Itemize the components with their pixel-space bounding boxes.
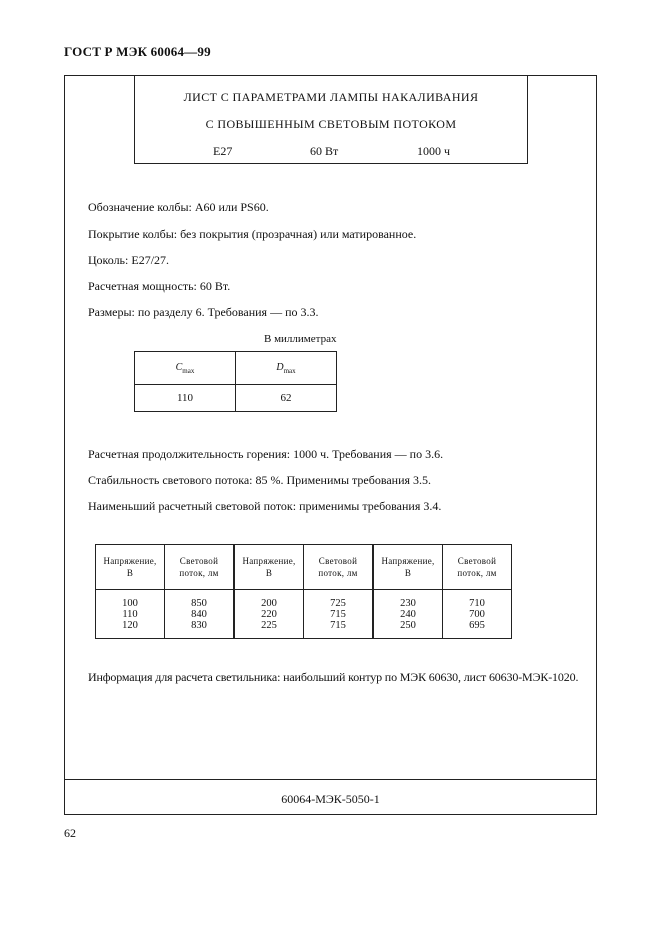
spec-cap: E27 (213, 144, 233, 158)
dim-value-c: 110 (135, 385, 236, 412)
sheet-number: 60064-МЭК-5050-1 (281, 792, 380, 806)
spec-life: 1000 ч (417, 144, 451, 158)
para-bulb: Обозначение колбы: A60 или PS60. (88, 200, 269, 214)
dim-unit-label: В миллиметрах (264, 333, 337, 345)
flux-table (95, 544, 512, 639)
flux-cell: 850 840 830 (165, 590, 235, 639)
voltage-cell: 200 220 225 (234, 590, 304, 639)
para-power: Расчетная мощность: 60 Вт. (88, 279, 231, 293)
flux-col-voltage: Напряжение, В (373, 545, 443, 590)
spec-power: 60 Вт (310, 144, 339, 158)
sheet-title-line1: ЛИСТ С ПАРАМЕТРАМИ ЛАМПЫ НАКАЛИВАНИЯ (183, 90, 479, 104)
dim-header-c: $C_{max}$ (135, 352, 236, 385)
document-header: ГОСТ Р МЭК 60064—99 (64, 44, 211, 59)
flux-col-flux: Световой поток, лм (165, 545, 235, 590)
para-life: Расчетная продолжительность горения: 1000 ч. Требования — по 3.6. (88, 447, 444, 461)
dim-value-d: 62 (236, 385, 337, 412)
flux-col-voltage: Напряжение, В (234, 545, 304, 590)
voltage-cell: 100 110 120 (96, 590, 165, 639)
sheet-title-line2: С ПОВЫШЕННЫМ СВЕТОВЫМ ПОТОКОМ (205, 117, 457, 131)
para-stability: Стабильность светового потока: 85 %. Применимы требования 3.5. (88, 473, 432, 487)
para-luminaire-info: Информация для расчета светильника: наибольший контур по МЭК 60630, лист 60630-МЭК-1020. (88, 670, 579, 684)
dimensions-table (134, 351, 337, 412)
flux-cell: 710 700 695 (443, 590, 512, 639)
para-min-flux: Наименьший расчетный световой поток: применимы требования 3.4. (88, 499, 442, 513)
flux-cell: 725 715 715 (304, 590, 374, 639)
flux-col-flux: Световой поток, лм (304, 545, 374, 590)
voltage-cell: 230 240 250 (373, 590, 443, 639)
footer-divider (64, 779, 597, 780)
para-dims: Размеры: по разделу 6. Требования — по 3.3. (88, 305, 319, 319)
flux-col-voltage: Напряжение, В (96, 545, 165, 590)
page-number: 62 (64, 826, 76, 840)
dim-header-d: $D_{max}$ (236, 352, 337, 385)
para-coating: Покрытие колбы: без покрытия (прозрачная) или матированное. (88, 227, 417, 241)
flux-col-flux: Световой поток, лм (443, 545, 512, 590)
sheet-frame (64, 75, 597, 815)
para-base: Цоколь: E27/27. (88, 253, 170, 267)
